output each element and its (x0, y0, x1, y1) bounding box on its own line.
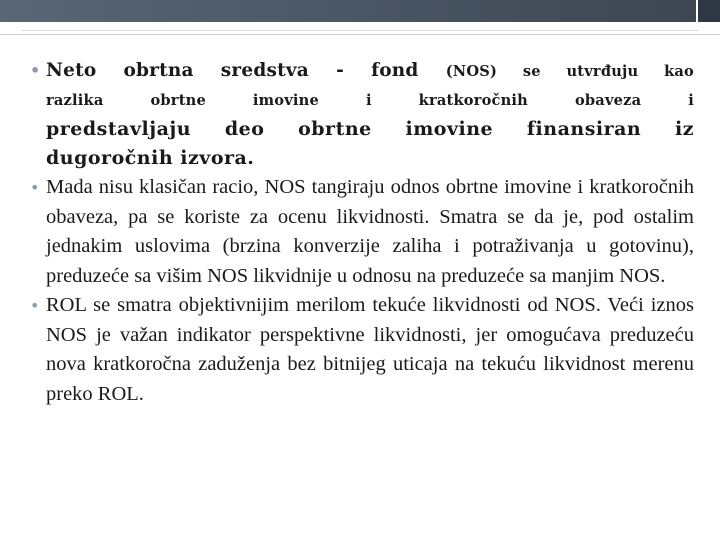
bullet-1-heading: Neto obrtna sredstva - fond (46, 60, 419, 81)
bullet-1-heading-cont: (NOS) se utvrđuju kao (445, 63, 694, 80)
header-rule-inner (22, 30, 698, 31)
bullet-1-line-1 (46, 56, 694, 86)
slide-body (30, 56, 694, 409)
bullet-item-1 (30, 56, 694, 173)
header-rule (0, 34, 720, 35)
header-bar (0, 0, 720, 22)
bullet-icon: • (30, 296, 40, 315)
bullet-2-text: Mada nisu klasičan racio, NOS tangiraju odnos obrtne imovine i kratkoročnih obaveza, pa se koriste za ocenu likvidnosti. Smatra se da je, pod ostalim jednakim uslovima (brzina konverzije zaliha i potraživanja u gotovinu), preduzeće sa višim NOS likvidnije u odnosu na preduzeće sa manjim NOS. (46, 176, 694, 287)
header-bar-corner (698, 0, 720, 22)
bullet-icon: • (30, 61, 41, 80)
bullet-item-2 (30, 173, 694, 291)
bullet-1-line-2: razlika obrtne imovine i kratkoročnih obaveza i (46, 92, 694, 109)
bullet-icon: • (30, 178, 40, 197)
header-bar-main (0, 0, 696, 22)
bullet-item-3 (30, 291, 694, 409)
bullet-1-rest: predstavljaju deo obrtne imovine finansiran iz dugoročnih izvora. (46, 118, 694, 169)
bullet-3-text: ROL se smatra objektivnijim merilom tekuće likvidnosti od NOS. Veći iznos NOS je važan indikator perspektivne likvidnosti, jer omogućava preduzeću nova kratkoročna zaduženja bez bitnijeg uticaja na tekuću likvidnost merenu preko ROL. (46, 294, 694, 405)
